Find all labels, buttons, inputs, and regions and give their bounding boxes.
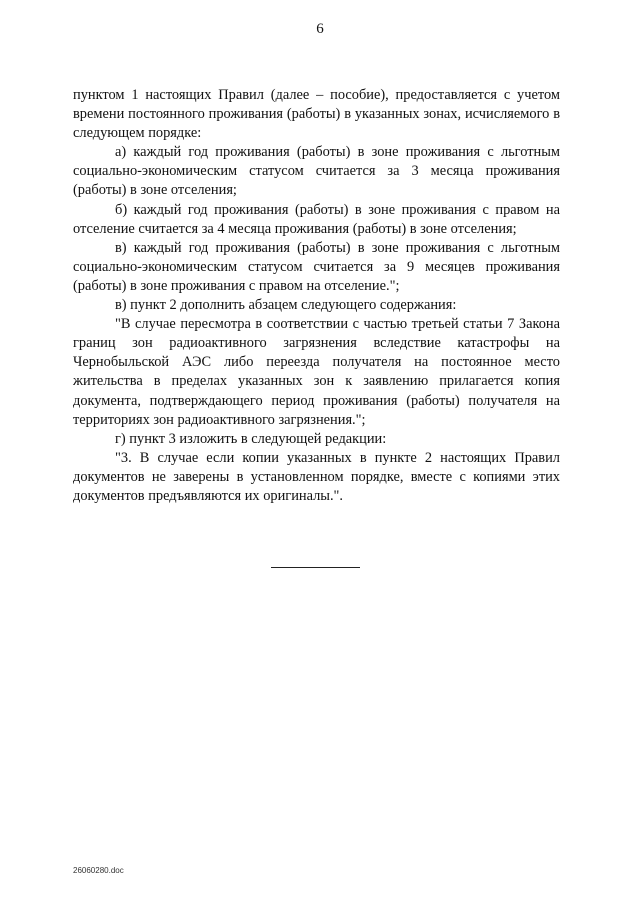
paragraph-quote-1: "В случае пересмотра в соответствии с частью третьей статьи 7 Закона границ зон радиоактивного загрязнения вследствие катастрофы на Чернобыльской АЭС либо переезда получателя на постоянное место жительства в пределах указанных зон к заявлению прилагается копия документа, подтверждающего период проживания (работы) получателя на территориях зон радиоактивного загрязнения."; <box>73 316 560 428</box>
paragraph-continuation: пунктом 1 настоящих Правил (далее – пособие), предоставляется с учетом времени постоянного проживания (работы) в указанных зонах, исчисляемого в следующем порядке: <box>73 87 560 142</box>
paragraph-amendment-v: в) пункт 2 дополнить абзацем следующего содержания: <box>115 297 457 314</box>
document-body <box>73 86 560 506</box>
paragraph-item-a: а) каждый год проживания (работы) в зоне проживания с льготным социально-экономическим статусом считается за 3 месяца проживания (работы) в зоне отселения; <box>73 144 560 199</box>
page-number: 6 <box>316 21 324 37</box>
end-of-document-rule <box>271 567 360 568</box>
paragraph-quote-2: "3. В случае если копии указанных в пункте 2 настоящих Правил документов не заверены в установленном порядке, вместе с копиями этих документов предъявляются их оригиналы.". <box>73 449 560 504</box>
paragraph-item-v: в) каждый год проживания (работы) в зоне проживания с льготным социально-экономическим статусом считается за 9 месяцев проживания (работы) в зоне проживания с правом на отселение."; <box>73 239 560 294</box>
paragraph-amendment-g: г) пункт 3 изложить в следующей редакции: <box>115 430 387 447</box>
paragraph-item-b: б) каждый год проживания (работы) в зоне проживания с правом на отселение считается за 4 месяца проживания (работы) в зоне отселения; <box>73 201 560 237</box>
footer-document-code: 26060280.doc <box>73 866 124 875</box>
